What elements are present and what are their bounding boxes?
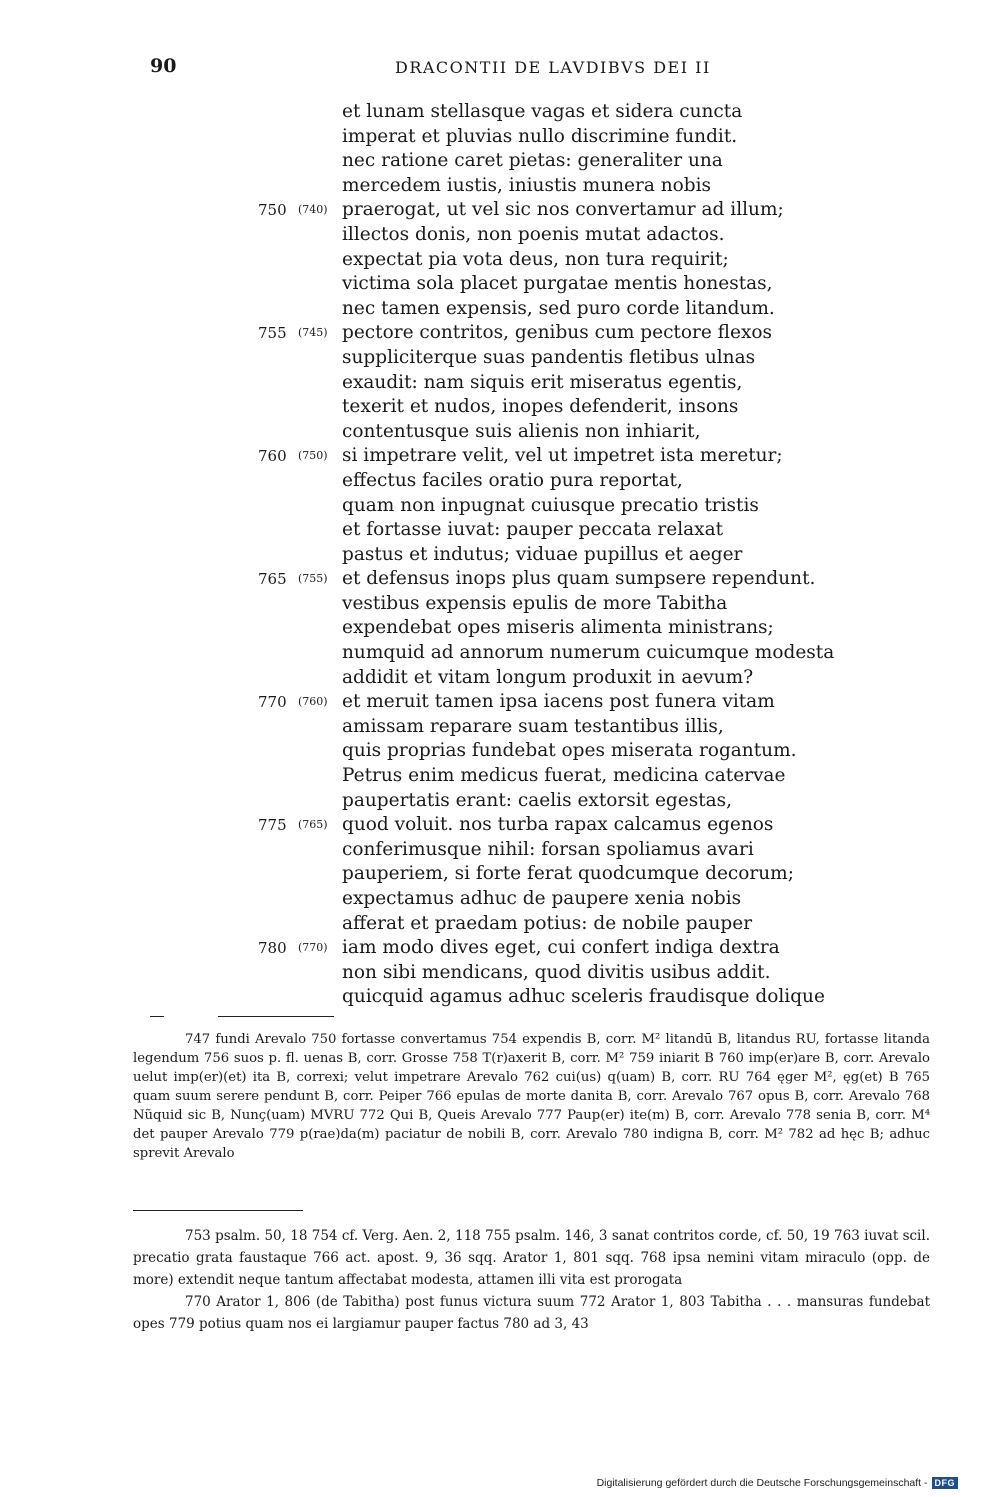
verse-number: 760 xyxy=(258,447,287,466)
verse-text: suppliciterque suas pandentis fletibus ulnas xyxy=(342,346,756,368)
verse-text: afferat et praedam potius: de nobile pauper xyxy=(342,912,753,934)
alt-verse-number: (755) xyxy=(298,572,328,586)
verse-text: pauperiem, si forte ferat quodcumque decorum; xyxy=(342,863,794,885)
verse-text: praerogat, ut vel sic nos convertamur ad illum; xyxy=(342,199,784,221)
digitization-credit xyxy=(597,1477,958,1489)
alt-verse-number: (765) xyxy=(298,818,328,832)
alt-verse-number: (750) xyxy=(298,449,328,463)
verse-line xyxy=(258,248,858,273)
verse-line xyxy=(258,444,858,469)
verse-text: contentusque suis alienis non inhiarit, xyxy=(342,420,701,442)
verse-text: victima sola placet purgatae mentis honestas, xyxy=(342,273,773,295)
verse-line xyxy=(258,518,858,543)
verse-text: et meruit tamen ipsa iacens post funera vitam xyxy=(342,691,775,713)
verse-line xyxy=(258,149,858,174)
alt-verse-number: (770) xyxy=(298,941,328,955)
verse-line xyxy=(258,764,858,789)
sources-paragraph: 770 Arator 1, 806 (de Tabitha) post funus victura suum 772 Arator 1, 803 Tabitha . . . mansuras fundebat opes 779 potius quam nos ei largiamur pauper factus 780 ad 3, 43 xyxy=(133,1294,930,1332)
verse-text: expectat pia vota deus, non tura requirit; xyxy=(342,248,729,270)
sources-rule xyxy=(133,1210,303,1211)
verse-line xyxy=(258,567,858,592)
verse-text: exaudit: nam siquis erit miseratus egentis, xyxy=(342,371,743,393)
verse-number: 770 xyxy=(258,693,287,712)
verse-text: iam modo dives eget, cui confert indiga dextra xyxy=(342,937,780,959)
verse-line xyxy=(258,616,858,641)
verse-line xyxy=(258,838,858,863)
verse-text: nec ratione caret pietas: generaliter una xyxy=(342,150,723,172)
page-number: 90 xyxy=(150,55,177,77)
verse-text: Petrus enim medicus fuerat, medicina catervae xyxy=(342,765,786,787)
verse-line xyxy=(258,346,858,371)
verse-line xyxy=(258,420,858,445)
footer-text: Digitalisierung gefördert durch die Deutsche Forschungsgemeinschaft - xyxy=(596,1477,928,1489)
poem-footnote-rule-long xyxy=(218,1016,334,1017)
verse-line xyxy=(258,739,858,764)
verse-number: 765 xyxy=(258,570,287,589)
verse-line xyxy=(258,592,858,617)
verse-line xyxy=(258,395,858,420)
verse-line xyxy=(258,690,858,715)
verse-line xyxy=(258,666,858,691)
verse-text: addidit et vitam longum produxit in aevum? xyxy=(342,666,754,688)
verse-text: et fortasse iuvat: pauper peccata relaxat xyxy=(342,519,724,541)
verse-text: numquid ad annorum numerum cuicumque modesta xyxy=(342,642,835,664)
alt-verse-number: (745) xyxy=(298,326,328,340)
verse-line xyxy=(258,198,858,223)
verse-text: imperat et pluvias nullo discrimine fundit. xyxy=(342,125,738,147)
verse-line xyxy=(258,494,858,519)
verse-text: quod voluit. nos turba rapax calcamus egenos xyxy=(342,814,774,836)
verse-line xyxy=(258,887,858,912)
verse-text: quis proprias fundebat opes miserata rogantum. xyxy=(342,740,797,762)
verse-text: paupertatis erant: caelis extorsit egestas, xyxy=(342,789,733,811)
running-title: DRACONTII DE LAVDIBVS DEI II xyxy=(395,58,711,77)
verse-line xyxy=(258,789,858,814)
verse-line xyxy=(258,985,858,1010)
verse-text: nec tamen expensis, sed puro corde litandum. xyxy=(342,297,775,319)
verse-text: expectamus adhuc de paupere xenia nobis xyxy=(342,888,742,909)
verse-line xyxy=(258,174,858,199)
verse-line xyxy=(258,371,858,396)
verse-text: effectus faciles oratio pura reportat, xyxy=(342,469,683,491)
verse-line xyxy=(258,100,858,125)
verse-text: quam non inpugnat cuiusque precatio tristis xyxy=(342,494,759,516)
verse-line xyxy=(258,321,858,346)
verse-line xyxy=(258,862,858,887)
verse-text: mercedem iustis, iniustis munera nobis xyxy=(342,174,712,196)
verse-line xyxy=(258,961,858,986)
apparatus-paragraph: 747 fundi Arevalo 750 fortasse convertamus 754 expendis B, corr. M² litandū B, litandus RU, fortasse litanda legendum 756 suos p. fl. uenas B, corr. Grosse 758 T(r)axerit B, corr. M² 759 iniarit B 760 imp(er)are B, corr. Arevalo uelut imp(er)(et) ita B, correxi; velut impetrare Arevalo 762 cui(us) q(uam) B, corr. RU 764 ęger M², ęg(et) B 765 quam suum serere pendunt B, corr. Peiper 766 epulas de morte danita B, corr. Arevalo 767 opus B, corr. Arevalo 768 Nũquid sic B, Nunç(uam) MVRU 772 Qui B, Queis Arevalo 777 Paup(er) ite(m) B, corr. Arevalo 778 senia B, corr. M⁴ det pauper Arevalo 779 p(rae)da(m) paciatur de nobili B, corr. Arevalo 780 indigna B, corr. M² 782 ad hęc B; adhuc sprevit Arevalo xyxy=(133,1032,930,1161)
sources-apparatus xyxy=(133,1225,930,1335)
verse-number: 750 xyxy=(258,201,287,220)
verse-text: pastus et indutus; viduae pupillus et aeger xyxy=(342,543,743,565)
verse-line xyxy=(258,912,858,937)
verse-text: conferimusque nihil: forsan spoliamus avari xyxy=(342,838,754,860)
verse-line xyxy=(258,469,858,494)
verse-line xyxy=(258,715,858,740)
verse-line xyxy=(258,813,858,838)
alt-verse-number: (740) xyxy=(298,203,328,217)
verse-text: texerit et nudos, inopes defenderit, insons xyxy=(342,396,739,418)
verse-number: 755 xyxy=(258,324,287,343)
verse-text: quicquid agamus adhuc sceleris fraudisque dolique xyxy=(342,986,825,1008)
critical-apparatus xyxy=(133,1030,930,1163)
verse-line xyxy=(258,272,858,297)
verse-line xyxy=(258,297,858,322)
verse-text: si impetrare velit, vel ut impetret ista meretur; xyxy=(342,445,783,467)
poem-text xyxy=(258,100,858,1010)
verse-text: vestibus expensis epulis de more Tabitha xyxy=(342,592,728,614)
verse-line xyxy=(258,125,858,150)
verse-text: non sibi mendicans, quod divitis usibus addit. xyxy=(342,961,771,983)
verse-text: illectos donis, non poenis mutat adactos. xyxy=(342,223,725,245)
dfg-logo: DFG xyxy=(932,1477,959,1489)
verse-line xyxy=(258,543,858,568)
verse-text: et defensus inops plus quam sumpsere rependunt. xyxy=(342,568,816,590)
verse-text: pectore contritos, genibus cum pectore flexos xyxy=(342,322,773,344)
verse-text: amissam reparare suam testantibus illis, xyxy=(342,715,724,737)
sources-paragraph: 753 psalm. 50, 18 754 cf. Verg. Aen. 2, 118 755 psalm. 146, 3 sanat contritos corde, cf. 50, 19 763 iuvat scil. precatio grata faustaque 766 act. apost. 9, 36 sqq. Arator 1, 801 sqq. 768 ipsa nemini vitam miraculo (opp. de more) extendit neque tantum affectabat modesta, attamen illi vita est prorogata xyxy=(133,1228,930,1288)
verse-number: 775 xyxy=(258,816,287,835)
alt-verse-number: (760) xyxy=(298,695,328,709)
verse-text: expendebat opes miseris alimenta ministrans; xyxy=(342,617,774,639)
verse-text: et lunam stellasque vagas et sidera cuncta xyxy=(342,101,743,122)
verse-line xyxy=(258,641,858,666)
verse-number: 780 xyxy=(258,939,287,958)
verse-line xyxy=(258,223,858,248)
verse-line xyxy=(258,936,858,961)
poem-footnote-rule xyxy=(150,1016,164,1017)
